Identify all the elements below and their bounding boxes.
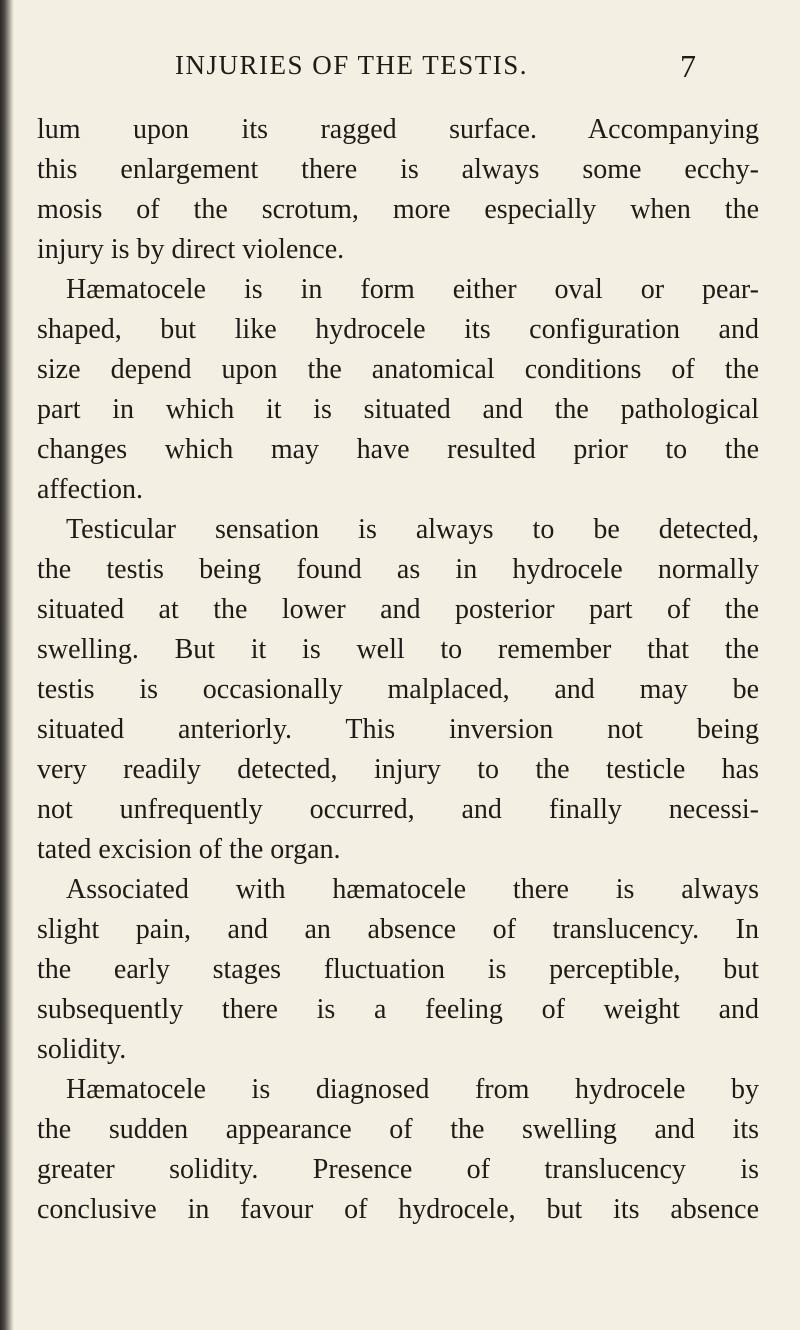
text-line: size depend upon the anatomical conditions of the xyxy=(37,354,759,385)
paragraph-start-line: Hæmatocele is diagnosed from hydrocele by xyxy=(66,1074,759,1105)
text-line: injury is by direct violence. xyxy=(37,234,345,265)
paragraph-start-line: Associated with hæmatocele there is always xyxy=(66,874,759,905)
page-binding-edge xyxy=(0,0,14,1330)
text-line: solidity. xyxy=(37,1034,127,1065)
text-line: conclusive in favour of hydrocele, but its absence xyxy=(37,1194,759,1225)
text-line: affection. xyxy=(37,474,143,505)
text-line: part in which it is situated and the pathological xyxy=(37,394,759,425)
paragraph-start-line: Testicular sensation is always to be detected, xyxy=(66,514,759,545)
page-number: 7 xyxy=(680,48,696,84)
text-line: mosis of the scrotum, more especially when the xyxy=(37,194,759,225)
text-line: the sudden appearance of the swelling and its xyxy=(37,1114,759,1145)
text-line: tated excision of the organ. xyxy=(37,834,341,865)
text-line: situated anteriorly. This inversion not being xyxy=(37,714,759,745)
running-head-title: INJURIES OF THE TESTIS. xyxy=(175,50,529,80)
text-line: slight pain, and an absence of translucency. In xyxy=(37,914,759,945)
text-line: changes which may have resulted prior to the xyxy=(37,434,759,465)
running-head xyxy=(0,48,800,88)
text-line: testis is occasionally malplaced, and may be xyxy=(37,674,759,705)
paragraph-start-line: Hæmatocele is in form either oval or pear- xyxy=(66,274,759,305)
body-text xyxy=(37,110,759,1230)
text-line: subsequently there is a feeling of weight and xyxy=(37,994,759,1025)
text-line: swelling. But it is well to remember that the xyxy=(37,634,759,665)
text-line: the early stages fluctuation is perceptible, but xyxy=(37,954,759,985)
text-line: not unfrequently occurred, and finally necessi- xyxy=(37,794,759,825)
text-line: very readily detected, injury to the testicle has xyxy=(37,754,759,785)
text-line: situated at the lower and posterior part of the xyxy=(37,594,759,625)
text-line: this enlargement there is always some ecchy- xyxy=(37,154,759,185)
text-line: shaped, but like hydrocele its configuration and xyxy=(37,314,759,345)
text-line: lum upon its ragged surface. Accompanying xyxy=(37,114,759,145)
text-line: the testis being found as in hydrocele normally xyxy=(37,554,759,585)
text-line: greater solidity. Presence of translucency is xyxy=(37,1154,759,1185)
